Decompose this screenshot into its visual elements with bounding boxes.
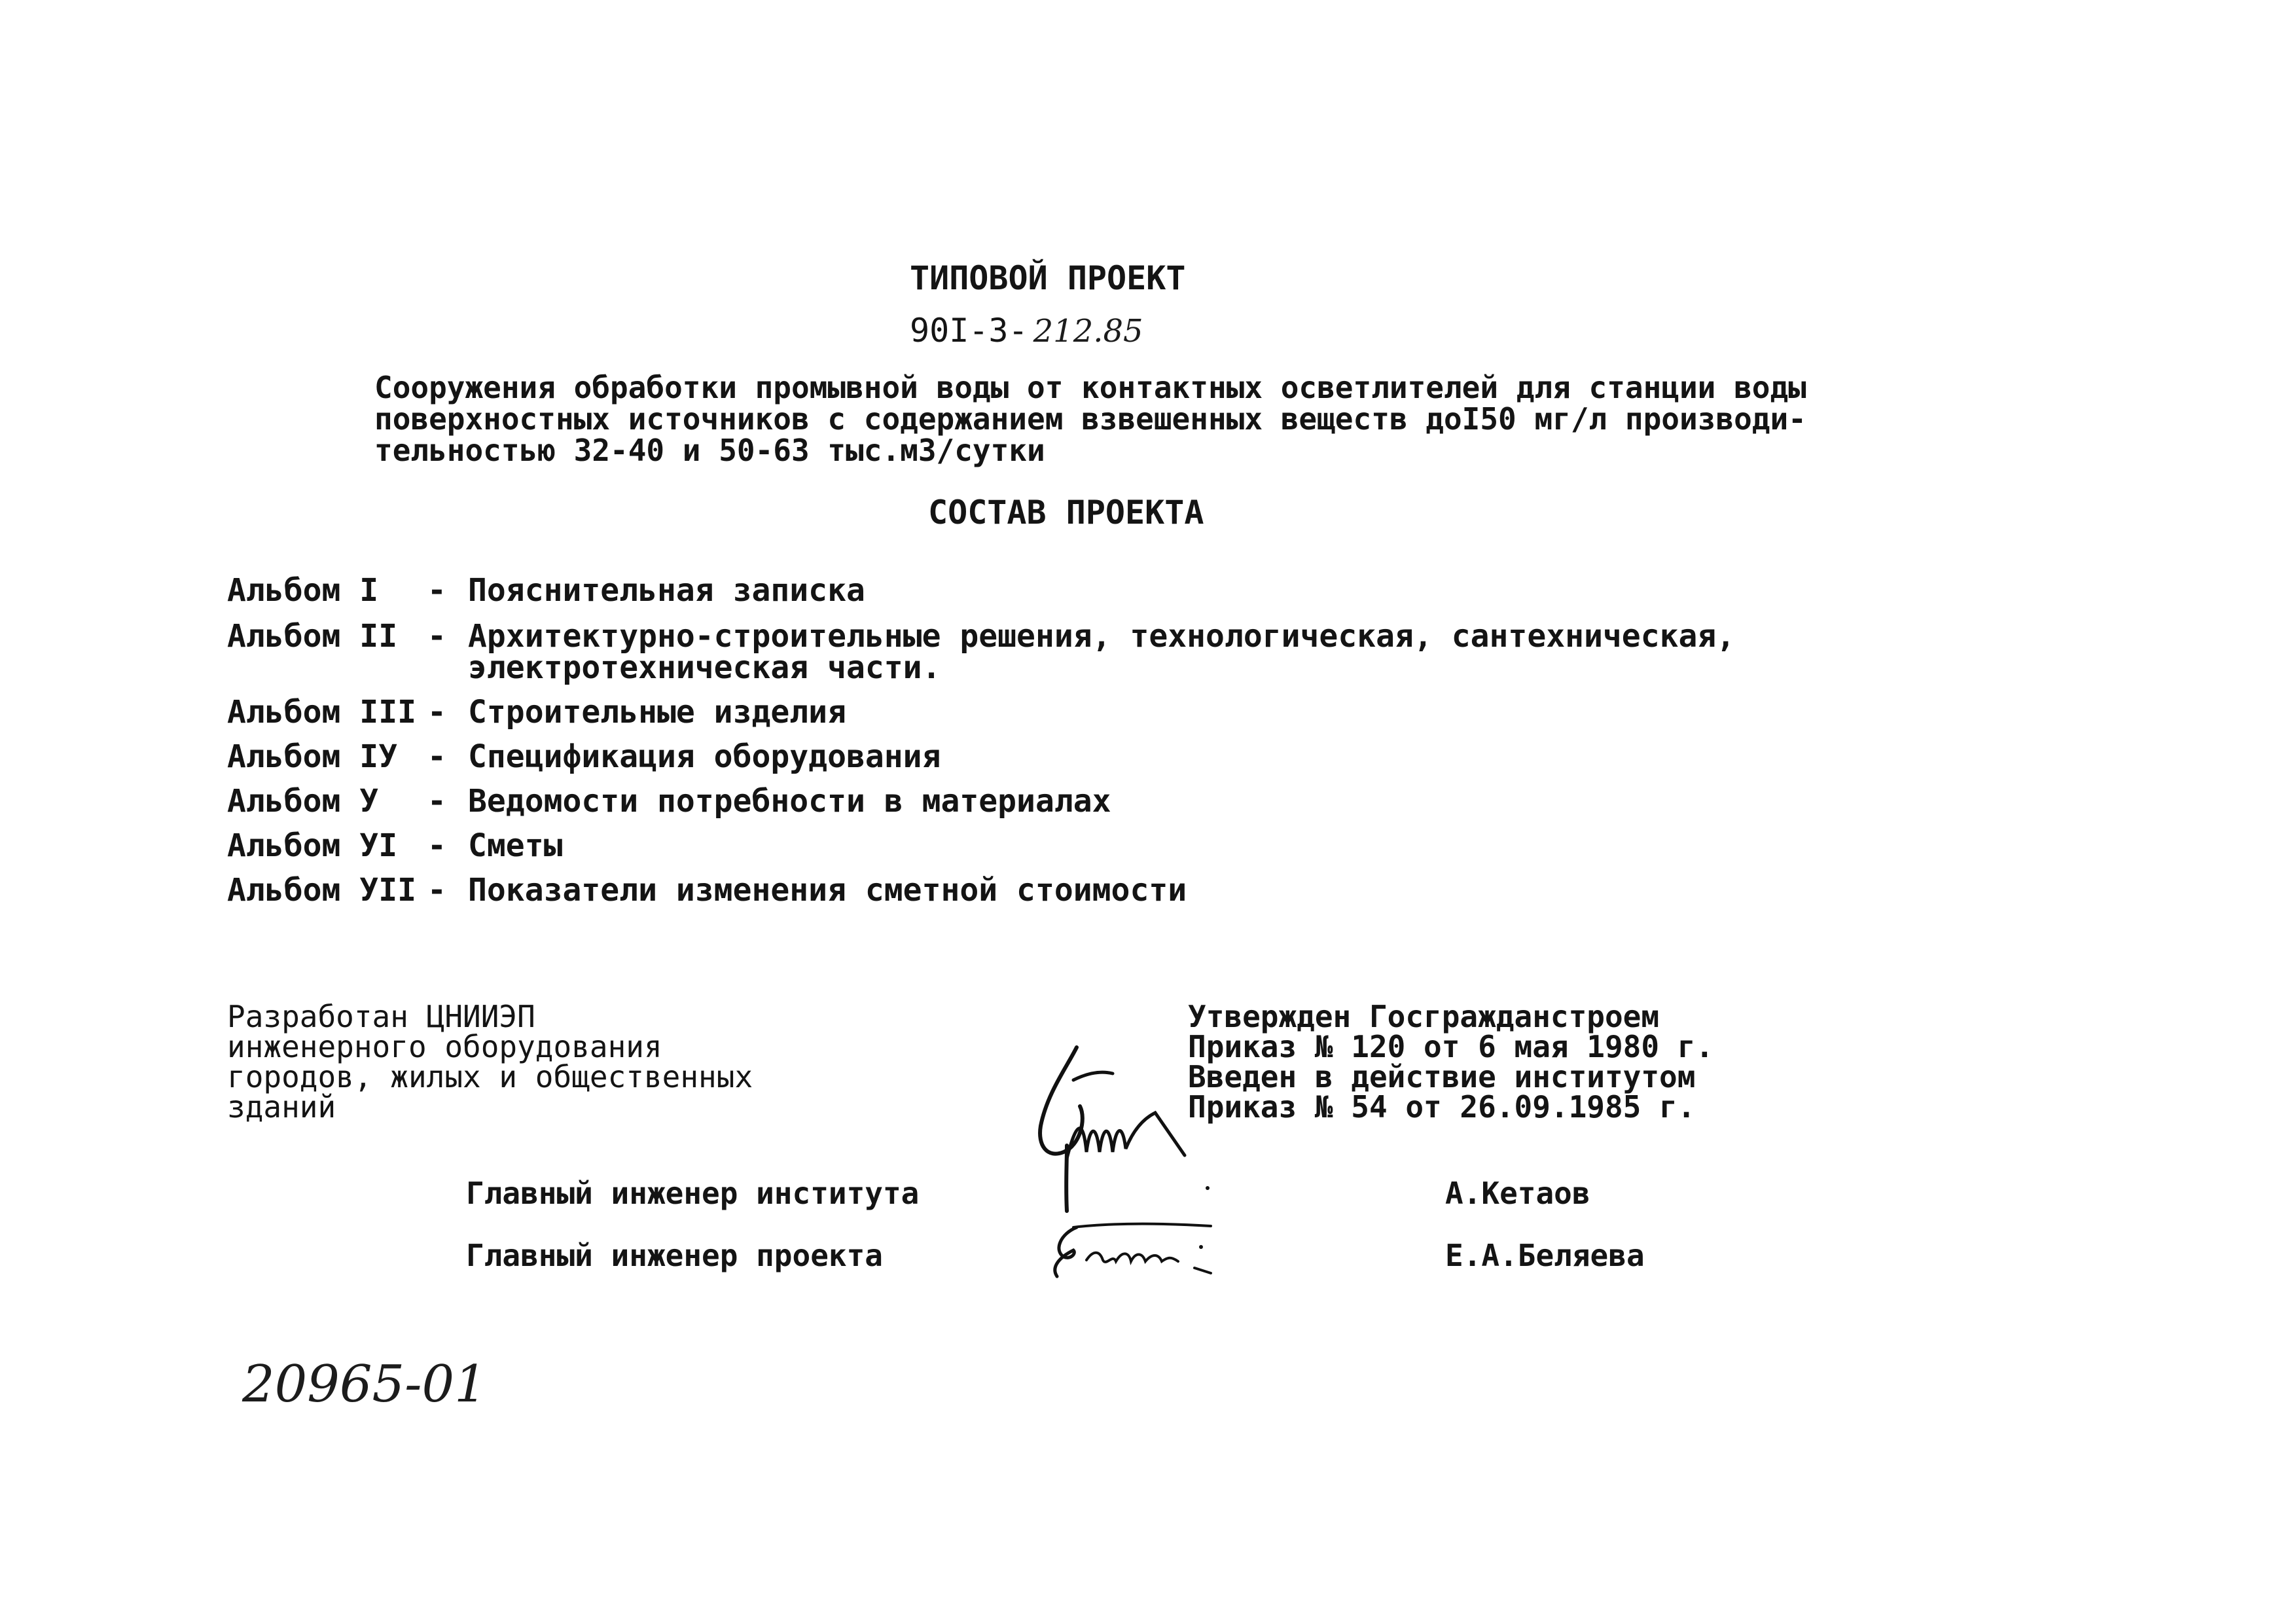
developer-line: городов, жилых и общественных xyxy=(227,1059,753,1094)
album-description: Архитектурно-строительные решения, технологическая, сантехническая, xyxy=(468,618,1736,655)
album-description: Сметы xyxy=(468,827,563,864)
album-label: Альбом У xyxy=(227,783,379,820)
album-label: Альбом УII xyxy=(227,872,416,909)
signature-scribble-icon xyxy=(1047,1221,1244,1280)
album-label: Альбом IУ xyxy=(227,738,398,775)
signature-name-institute: А.Кетаов xyxy=(1445,1176,1590,1211)
album-label: Альбом II xyxy=(227,618,398,655)
description-line: Сооружения обработки промывной воды от контактных осветлителей для станции воды xyxy=(374,370,1806,405)
album-dash: - xyxy=(427,572,446,609)
approval-line: Приказ № 54 от 26.09.1985 г. xyxy=(1188,1089,1696,1125)
approval-block xyxy=(1188,999,1714,1125)
project-description xyxy=(374,372,1867,466)
project-number-printed: 90I-3- xyxy=(910,312,1028,350)
album-dash: - xyxy=(427,872,446,909)
description-line: тельностью 32-40 и 50-63 тыс.м3/сутки xyxy=(374,433,1045,468)
album-dash: - xyxy=(427,618,446,655)
description-line: поверхностных источников с содержанием взвешенных веществ доI50 мг/л производи- xyxy=(374,401,1806,437)
project-number-handwritten: 212.85 xyxy=(1033,313,1143,350)
album-dash: - xyxy=(427,827,446,864)
approval-line: Введен в действие институтом xyxy=(1188,1059,1696,1094)
signature-name-project: Е.А.Беляева xyxy=(1445,1238,1645,1273)
album-description: Ведомости потребности в материалах xyxy=(468,783,1111,820)
album-label: Альбом III xyxy=(227,694,416,731)
signature-role-project: Главный инженер проекта xyxy=(466,1238,883,1273)
album-label: Альбом I xyxy=(227,572,379,609)
album-description-cont: электротехническая части. xyxy=(468,649,941,686)
signature-scribble-icon xyxy=(1028,1041,1224,1237)
album-description: Строительные изделия xyxy=(468,694,846,731)
developer-line: инженерного оборудования xyxy=(227,1029,662,1064)
album-description: Пояснительная записка xyxy=(468,572,865,609)
project-number xyxy=(910,312,1143,350)
album-label: Альбом УI xyxy=(227,827,398,864)
developer-line: Разработан ЦНИИЭП xyxy=(227,999,535,1034)
album-dash: - xyxy=(427,694,446,731)
developer-block xyxy=(227,999,753,1125)
approval-line: Приказ № 120 от 6 мая 1980 г. xyxy=(1188,1029,1714,1064)
signature-role-institute: Главный инженер института xyxy=(466,1176,920,1211)
approval-line: Утвержден Госгражданстроем xyxy=(1188,999,1660,1034)
album-dash: - xyxy=(427,783,446,820)
album-description: Спецификация оборудования xyxy=(468,738,941,775)
album-description: Показатели изменения сметной стоимости xyxy=(468,872,1187,909)
album-dash: - xyxy=(427,738,446,775)
section-title: СОСТАВ ПРОЕКТА xyxy=(928,494,1204,532)
inventory-number: 20965-01 xyxy=(242,1355,487,1414)
document-title: ТИПОВОЙ ПРОЕКТ xyxy=(910,259,1186,297)
developer-line: зданий xyxy=(227,1089,336,1125)
